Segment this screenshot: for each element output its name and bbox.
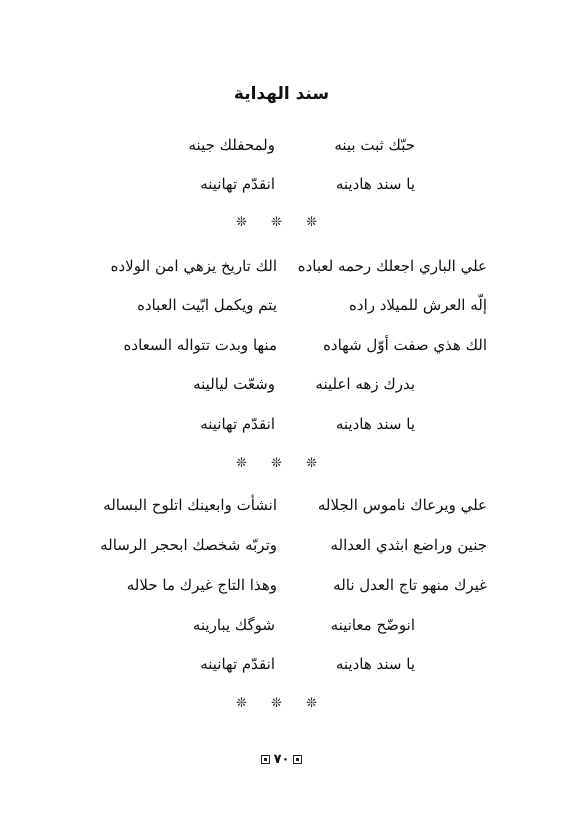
verse-line xyxy=(80,614,415,636)
verse-second-hemistich: انقدّم تهانينه xyxy=(200,415,275,433)
verse-first-hemistich: حبّك ثبت بينه xyxy=(334,136,415,154)
verse-first-hemistich: إلّه العرش للميلاد راده xyxy=(349,296,487,314)
verse-line xyxy=(80,494,487,516)
verse-second-hemistich: يتم ويكمل ابّيت العباده xyxy=(137,296,277,314)
verse-first-hemistich: يا سند هادينه xyxy=(335,655,415,673)
stanza-separator: ❊ ❊ ❊ xyxy=(236,215,327,230)
ornament-square-icon xyxy=(293,755,302,764)
verse-second-hemistich: وتربّه شخصك ابحجر الرساله xyxy=(100,536,277,554)
verse-first-hemistich: بدرك زهه اعلينه xyxy=(315,375,415,393)
verse-line xyxy=(80,255,487,277)
verse-line xyxy=(80,173,415,195)
verse-second-hemistich: وشعّت ليالينه xyxy=(193,375,275,393)
verse-first-hemistich: يا سند هادينه xyxy=(335,175,415,193)
verse-first-hemistich: علي ويرعاك ناموس الجلاله xyxy=(317,496,487,514)
verse-line xyxy=(80,373,415,395)
verse-second-hemistich: انقدّم تهانينه xyxy=(200,655,275,673)
verse-first-hemistich: جنين وراضع ابثدي العداله xyxy=(330,536,487,554)
verse-line xyxy=(80,134,415,156)
verse-line xyxy=(80,294,487,316)
verse-first-hemistich: الك هذي صفت أوّل شهاده xyxy=(323,336,487,354)
stanza-separator: ❊ ❊ ❊ xyxy=(236,456,327,471)
ornament-square-icon xyxy=(261,755,270,764)
verse-first-hemistich: غيرك منهو تاج العدل ناله xyxy=(333,576,487,594)
verse-second-hemistich: انشأت وابعينك اتلوح البساله xyxy=(103,496,277,514)
page-title: سند الهداية xyxy=(233,84,330,104)
verse-line xyxy=(80,334,487,356)
page-number: ٧٠ xyxy=(273,752,290,767)
verse-second-hemistich: شوگك يبارينه xyxy=(192,616,275,634)
verse-line xyxy=(80,534,487,556)
stanza-separator: ❊ ❊ ❊ xyxy=(236,696,327,711)
verse-second-hemistich: منها وبدت تتواله السعاده xyxy=(123,336,277,354)
verse-first-hemistich: يا سند هادينه xyxy=(335,415,415,433)
verse-first-hemistich: علي الباري اجعلك رحمه لعباده xyxy=(297,257,487,275)
verse-second-hemistich: الك تاريخ يزهي امن الولاده xyxy=(110,257,277,275)
verse-line xyxy=(80,653,415,675)
verse-second-hemistich: وهذا التاج غيرك ما حلاله xyxy=(126,576,277,594)
verse-first-hemistich: انوضّح معانينه xyxy=(330,616,415,634)
verse-second-hemistich: انقدّم تهانينه xyxy=(200,175,275,193)
verse-line xyxy=(80,574,487,596)
verse-line xyxy=(80,413,415,435)
verse-second-hemistich: ولمحفلك جينه xyxy=(188,136,275,154)
page-number-footer xyxy=(0,752,563,767)
